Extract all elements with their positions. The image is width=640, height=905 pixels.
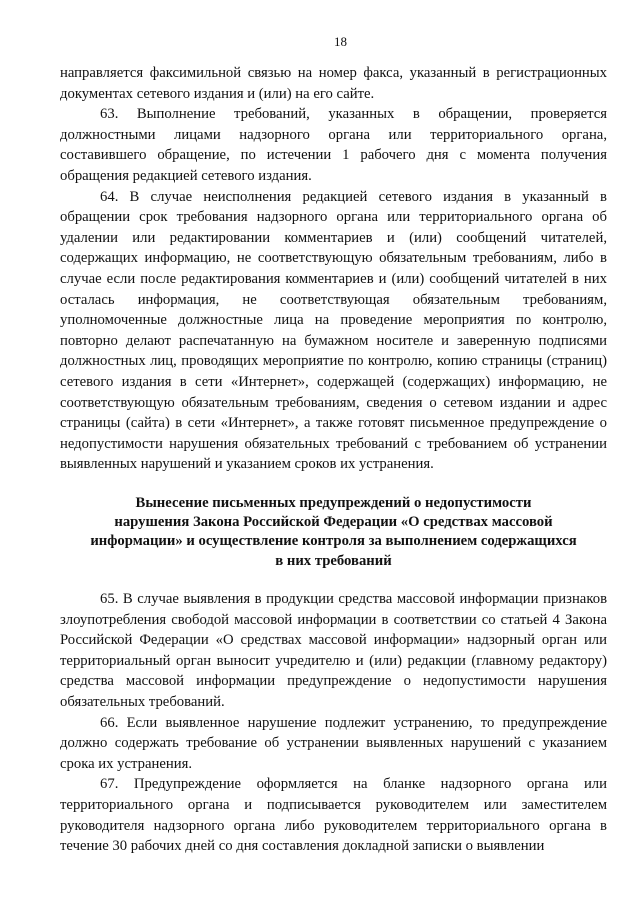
page-number: 18 xyxy=(334,34,347,49)
paragraph-63: 63. Выполнение требований, указанных в обращении, проверяется должностными лицами надзорного органа или территориального органа, составившего обращение, по истечении 1 рабочего дня с момента получения обращения редакцией сетевого издания. xyxy=(60,106,607,184)
paragraph-66: 66. Если выявленное нарушение подлежит устранению, то предупреждение должно содержать требование об устранении выявленных нарушений с указанием срока их устранения. xyxy=(60,714,607,772)
section-heading-line: в них требований xyxy=(275,552,392,569)
section-heading-line: информации» и осуществление контроля за выполнением содержащихся xyxy=(90,533,577,550)
paragraph-64: 64. В случае неисполнения редакцией сетевого издания в указанный в обращении срок требования надзорного органа или территориального органа об удалении или редактировании комментариев и (или) сообщений читателей, содержащих информацию, не соответствующую обязательным требованиям, либо в случае если после редактирования комментариев и (или) сообщений читателей в них осталась информация, не соответствующая обязательным требованиям, уполномоченные должностные лица на проведение мероприятия по контролю, повторно делают распечатанную на бумажном носителе и заверенную подписями должностных лиц, проводящих мероприятие по контролю, копию страницы (страниц) сетевого издания в сети «Интернет», содержащей (содержащих) информацию, не соответствующую обязательным требованиям, сведения о сетевом издании и адрес страницы (сайта) в сети «Интернет», а также готовят письменное предупреждение о недопустимости нарушения обязательных требований с требованием об устранении выявленных нарушений и указанием сроков их устранения. xyxy=(60,188,607,473)
paragraph-65: 65. В случае выявления в продукции средства массовой информации признаков злоупотребления свободой массовой информации в соответствии со статьей 4 Закона Российской Федерации «О средствах массовой информации» надзорный орган или территориальный орган выносит учредителю и (или) редакции (главному редактору) средства массовой информации предупреждение о недопустимости нарушения обязательных требований. xyxy=(60,591,607,711)
section-heading xyxy=(60,494,607,571)
section-heading-line: Вынесение письменных предупреждений о недопустимости xyxy=(135,494,532,511)
paragraph-continuation: направляется факсимильной связью на номер факса, указанный в регистрационных документах сетевого издания и (или) на его сайте. xyxy=(60,65,607,102)
paragraph-67: 67. Предупреждение оформляется на бланке надзорного органа или территориального органа и подписывается руководителем или заместителем руководителя надзорного органа либо руководителем территориального органа в течение 30 рабочих дней со дня составления докладной записки о выявлении xyxy=(60,776,607,855)
section-heading-line: нарушения Закона Российской Федерации «О средствах массовой xyxy=(114,514,553,531)
